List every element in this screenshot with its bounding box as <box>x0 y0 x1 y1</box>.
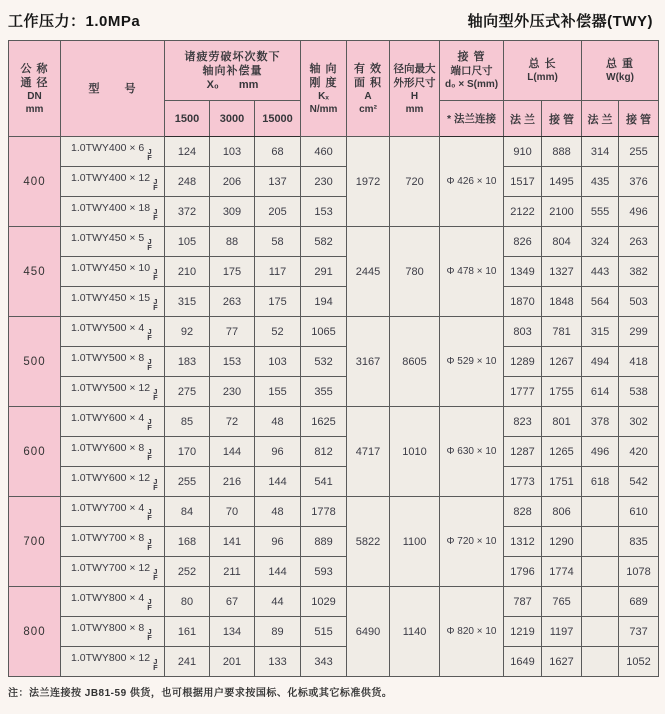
kx-cell: 230 <box>301 167 347 197</box>
w-pipe-cell: 496 <box>619 197 659 227</box>
x15000-cell: 96 <box>255 527 301 557</box>
model-label: 1.0TWY450 × 10 <box>71 261 151 274</box>
x3000-cell: 70 <box>210 497 255 527</box>
col-header-flange-connect: * 法兰连接 <box>440 101 504 137</box>
model-cell <box>61 317 165 347</box>
w-pipe-cell: 503 <box>619 287 659 317</box>
l-pipe-cell: 1755 <box>542 377 582 407</box>
w-flange-cell: 555 <box>582 197 619 227</box>
footnote: 注：法兰连接按 JB81-59 供货，也可根据用户要求按国标、化标或其它标准供货。 <box>8 688 393 699</box>
col-header-dn: 公 称 通 径 DN mm <box>9 41 61 137</box>
w-flange-cell: 324 <box>582 227 619 257</box>
table-row <box>9 347 659 377</box>
model-label: 1.0TWY700 × 4 <box>71 501 145 514</box>
x3000-cell: 211 <box>210 557 255 587</box>
w-pipe-cell: 538 <box>619 377 659 407</box>
x3000-cell: 206 <box>210 167 255 197</box>
model-cell <box>61 257 165 287</box>
kx-cell: 355 <box>301 377 347 407</box>
x3000-cell: 72 <box>210 407 255 437</box>
x1500-cell: 248 <box>165 167 210 197</box>
model-cell <box>61 587 165 617</box>
model-label: 1.0TWY800 × 12 <box>71 651 151 664</box>
table-row <box>9 257 659 287</box>
w-flange-cell <box>582 617 619 647</box>
kx-cell: 593 <box>301 557 347 587</box>
fatigue-unit-line: X₀ mm <box>206 78 259 91</box>
w-pipe-cell: 1052 <box>619 647 659 677</box>
port-cell: Φ 820 × 10 <box>440 587 504 677</box>
l-flange-cell: 787 <box>504 587 542 617</box>
w-pipe-cell: 299 <box>619 317 659 347</box>
jf-suffix: J F <box>153 566 158 582</box>
l-pipe-cell: 2100 <box>542 197 582 227</box>
x1500-cell: 161 <box>165 617 210 647</box>
col-header-cycle-1500: 1500 <box>165 101 210 137</box>
kx-cell: 1625 <box>301 407 347 437</box>
x15000-cell: 133 <box>255 647 301 677</box>
l-pipe-cell: 1751 <box>542 467 582 497</box>
port-cell: Φ 426 × 10 <box>440 137 504 227</box>
table-row <box>9 167 659 197</box>
jf-suffix: J F <box>147 416 152 432</box>
l-flange-cell: 2122 <box>504 197 542 227</box>
l-pipe-cell: 1290 <box>542 527 582 557</box>
l-flange-cell: 1287 <box>504 437 542 467</box>
x3000-cell: 144 <box>210 437 255 467</box>
table-row <box>9 197 659 227</box>
l-flange-cell: 1649 <box>504 647 542 677</box>
table-row <box>9 617 659 647</box>
h-cell: 1100 <box>390 497 440 587</box>
kx-cell: 1065 <box>301 317 347 347</box>
table-row <box>9 227 659 257</box>
x1500-cell: 170 <box>165 437 210 467</box>
port-cell: Φ 529 × 10 <box>440 317 504 407</box>
col-header-radial: 径向最大 外形尺寸 H mm <box>390 41 440 137</box>
kx-cell: 1029 <box>301 587 347 617</box>
x3000-cell: 141 <box>210 527 255 557</box>
x15000-cell: 117 <box>255 257 301 287</box>
jf-suffix: J F <box>147 626 152 642</box>
col-header-port: 接 管 端口尺寸 d₀ × S(mm) <box>440 41 504 101</box>
w-pipe-cell: 418 <box>619 347 659 377</box>
col-header-weight: 总 重 W(kg) <box>582 41 659 101</box>
w-pipe-cell: 835 <box>619 527 659 557</box>
header-row-1 <box>9 41 659 101</box>
w-flange-cell: 443 <box>582 257 619 287</box>
x3000-cell: 134 <box>210 617 255 647</box>
w-flange-cell: 564 <box>582 287 619 317</box>
table-row <box>9 557 659 587</box>
x15000-cell: 144 <box>255 557 301 587</box>
l-pipe-cell: 781 <box>542 317 582 347</box>
area-cell: 6490 <box>347 587 390 677</box>
kx-cell: 515 <box>301 617 347 647</box>
model-label: 1.0TWY400 × 12 <box>71 171 151 184</box>
col-header-cycle-3000: 3000 <box>210 101 255 137</box>
x3000-cell: 67 <box>210 587 255 617</box>
model-cell <box>61 377 165 407</box>
w-pipe-cell: 382 <box>619 257 659 287</box>
dn-cell: 700 <box>9 497 61 587</box>
port-cell: Φ 478 × 10 <box>440 227 504 317</box>
x3000-cell: 103 <box>210 137 255 167</box>
jf-suffix: J F <box>147 446 152 462</box>
table-row <box>9 377 659 407</box>
table-body <box>9 137 659 677</box>
l-pipe-cell: 765 <box>542 587 582 617</box>
model-cell <box>61 287 165 317</box>
model-label: 1.0TWY500 × 8 <box>71 351 145 364</box>
jf-suffix: J F <box>153 176 158 192</box>
col-header-weight-pipe: 接 管 <box>619 101 659 137</box>
x1500-cell: 92 <box>165 317 210 347</box>
x3000-cell: 77 <box>210 317 255 347</box>
l-pipe-cell: 1267 <box>542 347 582 377</box>
x3000-cell: 175 <box>210 257 255 287</box>
model-cell <box>61 167 165 197</box>
w-pipe-cell: 255 <box>619 137 659 167</box>
dn-cell: 450 <box>9 227 61 317</box>
model-cell <box>61 437 165 467</box>
w-flange-cell: 435 <box>582 167 619 197</box>
x3000-cell: 309 <box>210 197 255 227</box>
model-label: 1.0TWY700 × 8 <box>71 531 145 544</box>
x3000-cell: 216 <box>210 467 255 497</box>
l-flange-cell: 828 <box>504 497 542 527</box>
w-flange-cell: 314 <box>582 137 619 167</box>
table-header <box>9 41 659 137</box>
dn-cell: 400 <box>9 137 61 227</box>
w-flange-cell <box>582 497 619 527</box>
w-flange-cell: 496 <box>582 437 619 467</box>
model-cell <box>61 527 165 557</box>
kx-cell: 343 <box>301 647 347 677</box>
l-pipe-cell: 1327 <box>542 257 582 287</box>
jf-suffix: J F <box>153 266 158 282</box>
model-label: 1.0TWY700 × 12 <box>71 561 151 574</box>
area-cell: 1972 <box>347 137 390 227</box>
kx-cell: 889 <box>301 527 347 557</box>
model-cell <box>61 347 165 377</box>
jf-suffix: J F <box>147 236 152 252</box>
l-pipe-cell: 1197 <box>542 617 582 647</box>
model-label: 1.0TWY400 × 6 <box>71 141 145 154</box>
model-cell <box>61 227 165 257</box>
l-pipe-cell: 888 <box>542 137 582 167</box>
w-flange-cell: 494 <box>582 347 619 377</box>
model-cell <box>61 557 165 587</box>
x15000-cell: 103 <box>255 347 301 377</box>
kx-cell: 291 <box>301 257 347 287</box>
x15000-cell: 137 <box>255 167 301 197</box>
w-flange-cell: 614 <box>582 377 619 407</box>
table-row <box>9 437 659 467</box>
port-cell: Φ 720 × 10 <box>440 497 504 587</box>
area-cell: 3167 <box>347 317 390 407</box>
kx-cell: 812 <box>301 437 347 467</box>
port-cell: Φ 630 × 10 <box>440 407 504 497</box>
x1500-cell: 241 <box>165 647 210 677</box>
w-pipe-cell: 263 <box>619 227 659 257</box>
w-flange-cell <box>582 587 619 617</box>
model-label: 1.0TWY500 × 4 <box>71 321 145 334</box>
x15000-cell: 89 <box>255 617 301 647</box>
x15000-cell: 175 <box>255 287 301 317</box>
col-header-stiffness: 轴 向 刚 度 Kₓ N/mm <box>301 41 347 137</box>
pressure-title: 工作压力：1.0MPa <box>8 13 141 30</box>
l-pipe-cell: 1627 <box>542 647 582 677</box>
w-flange-cell <box>582 557 619 587</box>
kx-cell: 460 <box>301 137 347 167</box>
x1500-cell: 255 <box>165 467 210 497</box>
h-cell: 1140 <box>390 587 440 677</box>
model-label: 1.0TWY450 × 15 <box>71 291 151 304</box>
table-row <box>9 467 659 497</box>
h-cell: 8605 <box>390 317 440 407</box>
l-flange-cell: 1796 <box>504 557 542 587</box>
x15000-cell: 96 <box>255 437 301 467</box>
col-header-length: 总 长 L(mm) <box>504 41 582 101</box>
x1500-cell: 252 <box>165 557 210 587</box>
table-row <box>9 317 659 347</box>
l-flange-cell: 1349 <box>504 257 542 287</box>
model-label: 1.0TWY600 × 12 <box>71 471 151 484</box>
model-label: 1.0TWY600 × 8 <box>71 441 145 454</box>
w-flange-cell: 618 <box>582 467 619 497</box>
x1500-cell: 105 <box>165 227 210 257</box>
dn-cell: 800 <box>9 587 61 677</box>
l-flange-cell: 803 <box>504 317 542 347</box>
x1500-cell: 275 <box>165 377 210 407</box>
table-row <box>9 587 659 617</box>
w-pipe-cell: 376 <box>619 167 659 197</box>
product-title: 轴向型外压式补偿器(TWY) <box>467 13 653 30</box>
w-pipe-cell: 542 <box>619 467 659 497</box>
area-cell: 5822 <box>347 497 390 587</box>
x15000-cell: 58 <box>255 227 301 257</box>
kx-cell: 582 <box>301 227 347 257</box>
jf-suffix: J F <box>153 656 158 672</box>
model-cell <box>61 647 165 677</box>
kx-cell: 541 <box>301 467 347 497</box>
x1500-cell: 80 <box>165 587 210 617</box>
jf-suffix: J F <box>147 536 152 552</box>
l-pipe-cell: 804 <box>542 227 582 257</box>
kx-cell: 532 <box>301 347 347 377</box>
x3000-cell: 201 <box>210 647 255 677</box>
table-row <box>9 137 659 167</box>
x1500-cell: 124 <box>165 137 210 167</box>
dn-cell: 600 <box>9 407 61 497</box>
x15000-cell: 144 <box>255 467 301 497</box>
model-label: 1.0TWY800 × 4 <box>71 591 145 604</box>
col-header-model: 型 号 <box>61 41 165 137</box>
col-header-cycle-15000: 15000 <box>255 101 301 137</box>
area-cell: 2445 <box>347 227 390 317</box>
title-bar <box>0 0 665 31</box>
w-flange-cell <box>582 647 619 677</box>
l-flange-cell: 1517 <box>504 167 542 197</box>
col-header-length-flange: 法 兰 <box>504 101 542 137</box>
w-pipe-cell: 1078 <box>619 557 659 587</box>
model-label: 1.0TWY800 × 8 <box>71 621 145 634</box>
l-flange-cell: 1312 <box>504 527 542 557</box>
col-header-length-pipe: 接 管 <box>542 101 582 137</box>
x1500-cell: 315 <box>165 287 210 317</box>
l-pipe-cell: 806 <box>542 497 582 527</box>
l-pipe-cell: 1265 <box>542 437 582 467</box>
jf-suffix: J F <box>147 506 152 522</box>
l-pipe-cell: 1774 <box>542 557 582 587</box>
h-cell: 1010 <box>390 407 440 497</box>
model-cell <box>61 197 165 227</box>
x1500-cell: 183 <box>165 347 210 377</box>
x1500-cell: 168 <box>165 527 210 557</box>
l-flange-cell: 823 <box>504 407 542 437</box>
col-header-fatigue: 诸疲劳破坏次数下 轴向补偿量 X₀ mm <box>165 41 301 101</box>
jf-suffix: J F <box>153 206 158 222</box>
model-label: 1.0TWY450 × 5 <box>71 231 145 244</box>
model-label: 1.0TWY400 × 18 <box>71 201 151 214</box>
l-flange-cell: 826 <box>504 227 542 257</box>
jf-suffix: J F <box>147 356 152 372</box>
x3000-cell: 263 <box>210 287 255 317</box>
x15000-cell: 44 <box>255 587 301 617</box>
model-cell <box>61 467 165 497</box>
l-flange-cell: 1773 <box>504 467 542 497</box>
area-cell: 4717 <box>347 407 390 497</box>
w-pipe-cell: 737 <box>619 617 659 647</box>
x15000-cell: 48 <box>255 407 301 437</box>
model-label: 1.0TWY600 × 4 <box>71 411 145 424</box>
x3000-cell: 230 <box>210 377 255 407</box>
w-flange-cell: 378 <box>582 407 619 437</box>
table-row <box>9 497 659 527</box>
table-row <box>9 407 659 437</box>
x1500-cell: 372 <box>165 197 210 227</box>
kx-cell: 153 <box>301 197 347 227</box>
l-pipe-cell: 1848 <box>542 287 582 317</box>
kx-cell: 194 <box>301 287 347 317</box>
jf-suffix: J F <box>153 386 158 402</box>
w-pipe-cell: 302 <box>619 407 659 437</box>
w-flange-cell: 315 <box>582 317 619 347</box>
table-row <box>9 647 659 677</box>
model-cell <box>61 407 165 437</box>
l-pipe-cell: 801 <box>542 407 582 437</box>
x15000-cell: 68 <box>255 137 301 167</box>
l-flange-cell: 1219 <box>504 617 542 647</box>
x1500-cell: 85 <box>165 407 210 437</box>
spec-table <box>8 40 659 677</box>
x3000-cell: 153 <box>210 347 255 377</box>
jf-suffix: J F <box>147 596 152 612</box>
x1500-cell: 210 <box>165 257 210 287</box>
table-row <box>9 287 659 317</box>
jf-suffix: J F <box>147 326 152 342</box>
w-pipe-cell: 689 <box>619 587 659 617</box>
col-header-weight-flange: 法 兰 <box>582 101 619 137</box>
model-label: 1.0TWY500 × 12 <box>71 381 151 394</box>
model-cell <box>61 497 165 527</box>
l-flange-cell: 1777 <box>504 377 542 407</box>
x1500-cell: 84 <box>165 497 210 527</box>
x15000-cell: 155 <box>255 377 301 407</box>
x15000-cell: 205 <box>255 197 301 227</box>
dn-cell: 500 <box>9 317 61 407</box>
kx-cell: 1778 <box>301 497 347 527</box>
l-flange-cell: 1289 <box>504 347 542 377</box>
model-cell <box>61 137 165 167</box>
x15000-cell: 48 <box>255 497 301 527</box>
h-cell: 780 <box>390 227 440 317</box>
jf-suffix: J F <box>153 476 158 492</box>
x3000-cell: 88 <box>210 227 255 257</box>
x15000-cell: 52 <box>255 317 301 347</box>
w-pipe-cell: 420 <box>619 437 659 467</box>
model-cell <box>61 617 165 647</box>
l-flange-cell: 1870 <box>504 287 542 317</box>
l-pipe-cell: 1495 <box>542 167 582 197</box>
jf-suffix: J F <box>153 296 158 312</box>
jf-suffix: J F <box>147 146 152 162</box>
w-pipe-cell: 610 <box>619 497 659 527</box>
w-flange-cell <box>582 527 619 557</box>
col-header-area: 有 效 面 积 A cm² <box>347 41 390 137</box>
table-row <box>9 527 659 557</box>
h-cell: 720 <box>390 137 440 227</box>
l-flange-cell: 910 <box>504 137 542 167</box>
